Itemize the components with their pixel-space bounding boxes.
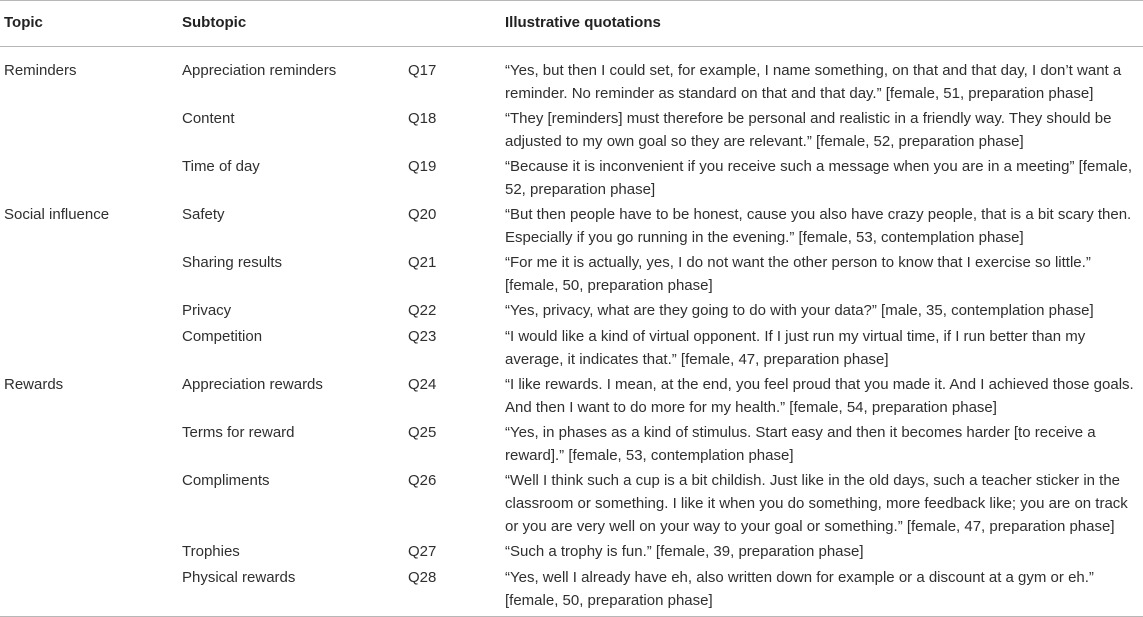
table-row <box>0 153 1143 201</box>
table-row <box>0 564 1143 616</box>
row-topic <box>0 153 182 201</box>
row-code: Q25 <box>408 424 437 441</box>
row-code: Q20 <box>408 206 437 223</box>
row-topic <box>0 297 182 323</box>
header-row <box>0 1 1143 47</box>
row-quote: “For me it is actually, yes, I do not want the other person to know that I exercise so little.” [female, 50, preparation phase] <box>505 254 1091 294</box>
table-row <box>0 249 1143 297</box>
row-topic <box>0 564 182 616</box>
header-quotations: Illustrative quotations <box>505 14 661 31</box>
row-quote: “Yes, privacy, what are they going to do with your data?” [male, 35, contemplation phase] <box>505 302 1094 319</box>
table-row <box>0 419 1143 467</box>
row-subtopic: Time of day <box>182 158 260 175</box>
row-topic <box>0 467 182 538</box>
table-body <box>0 47 1143 617</box>
row-quote: “Yes, but then I could set, for example, I name something, on that and that day, I don’t want a reminder. No reminder as standard on that and that day.” [female, 51, preparation phase] <box>505 62 1122 102</box>
row-quote: “Yes, well I already have eh, also written down for example or a discount at a gym or eh.” [female, 50, preparation phase] <box>505 569 1094 609</box>
row-topic: Reminders <box>4 62 77 79</box>
row-subtopic: Sharing results <box>182 254 283 271</box>
row-code: Q19 <box>408 158 437 175</box>
row-subtopic: Compliments <box>182 472 270 489</box>
row-quote: “I would like a kind of virtual opponent. If I just run my virtual time, if I run better than my average, it indicates that.” [female, 47, preparation phase] <box>505 328 1086 368</box>
row-quote: “Because it is inconvenient if you receive such a message when you are in a meeting” [female, 52, preparation phase] <box>505 158 1132 198</box>
table-row <box>0 297 1143 323</box>
row-subtopic: Safety <box>182 206 225 223</box>
row-subtopic: Trophies <box>182 543 240 560</box>
row-code: Q26 <box>408 472 437 489</box>
table-row <box>0 467 1143 538</box>
row-subtopic: Competition <box>182 328 263 345</box>
row-subtopic: Terms for reward <box>182 424 295 441</box>
row-code: Q18 <box>408 110 437 127</box>
row-quote: “Such a trophy is fun.” [female, 39, preparation phase] <box>505 543 864 560</box>
table-header <box>0 1 1143 47</box>
table-row <box>0 201 1143 249</box>
row-topic: Rewards <box>4 376 64 393</box>
row-topic <box>0 105 182 153</box>
row-code: Q28 <box>408 569 437 586</box>
header-code <box>408 1 505 47</box>
table-row <box>0 371 1143 419</box>
row-quote: “They [reminders] must therefore be personal and realistic in a friendly way. They should be adjusted to my own goal so they are relevant.” [female, 52, preparation phase] <box>505 110 1112 150</box>
row-code: Q21 <box>408 254 437 271</box>
row-code: Q23 <box>408 328 437 345</box>
row-subtopic: Appreciation reminders <box>182 62 337 79</box>
row-code: Q22 <box>408 302 437 319</box>
row-code: Q24 <box>408 376 437 393</box>
header-subtopic: Subtopic <box>182 14 247 31</box>
row-subtopic: Privacy <box>182 302 232 319</box>
row-quote: “But then people have to be honest, cause you also have crazy people, that is a bit scary then. Especially if you go running in the evening.” [female, 53, contemplation phase] <box>505 206 1132 246</box>
header-topic: Topic <box>4 14 43 31</box>
row-topic <box>0 538 182 564</box>
row-topic <box>0 419 182 467</box>
row-topic <box>0 249 182 297</box>
row-quote: “Well I think such a cup is a bit childish. Just like in the old days, such a teacher sticker in the classroom or something. I like it when you do something, more feedback like; you are on track or you are very well on your way to your goal or something.” [female, 47, preparation phase] <box>505 472 1128 535</box>
row-code: Q17 <box>408 62 437 79</box>
row-subtopic: Appreciation rewards <box>182 376 323 393</box>
row-quote: “I like rewards. I mean, at the end, you feel proud that you made it. And I achieved those goals. And then I want to do more for my health.” [female, 54, preparation phase] <box>505 376 1134 416</box>
row-quote: “Yes, in phases as a kind of stimulus. Start easy and then it becomes harder [to receive a reward].” [female, 53, contemplation phase] <box>505 424 1096 464</box>
row-code: Q27 <box>408 543 437 560</box>
table-row <box>0 538 1143 564</box>
row-topic: Social influence <box>4 206 110 223</box>
row-subtopic: Physical rewards <box>182 569 296 586</box>
row-topic <box>0 323 182 371</box>
table-row <box>0 47 1143 106</box>
table-row <box>0 105 1143 153</box>
table-row <box>0 323 1143 371</box>
row-subtopic: Content <box>182 110 235 127</box>
